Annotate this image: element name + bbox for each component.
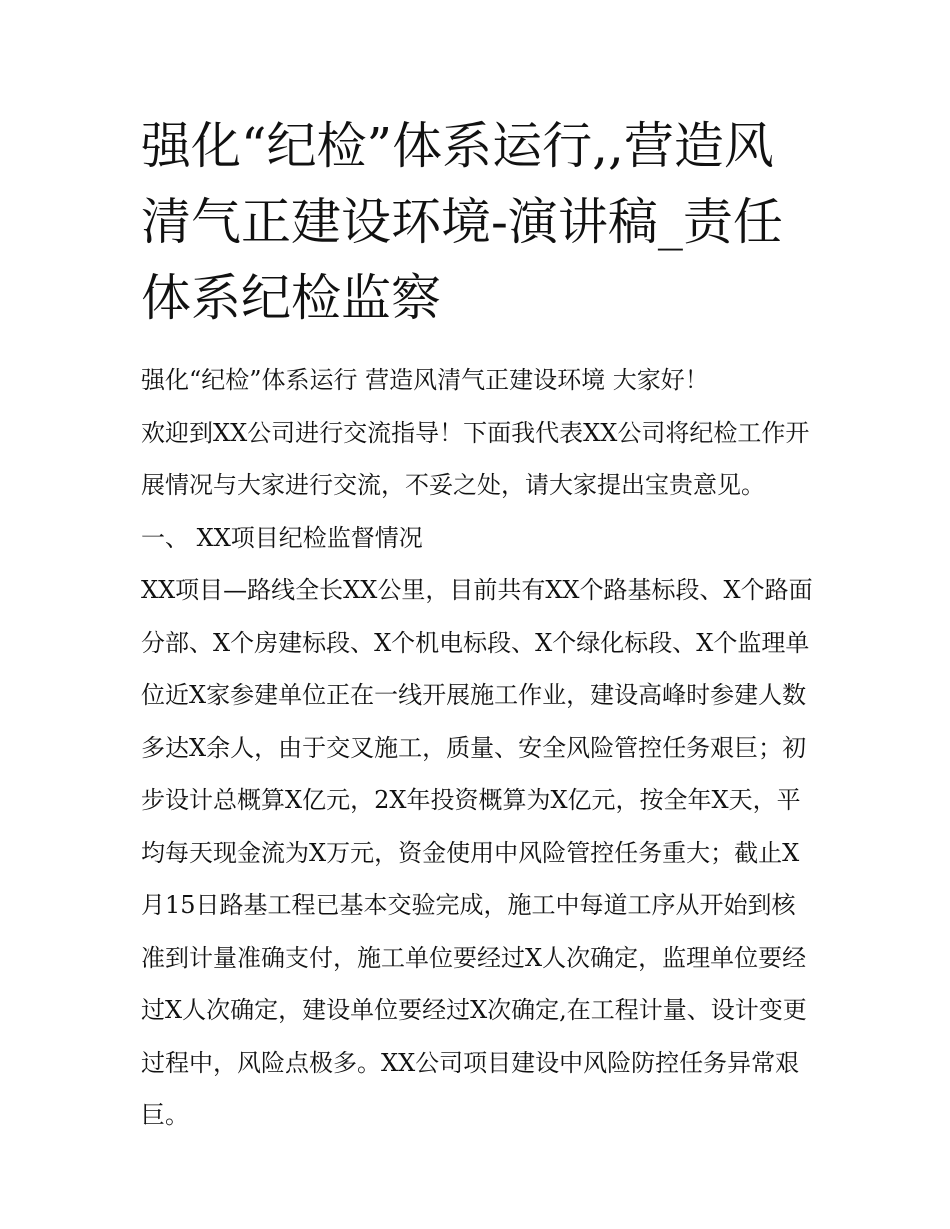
paragraph-greeting: 强化“纪检”体系运行 营造风清气正建设环境 大家好！: [141, 366, 709, 394]
paragraph-welcome: 欢迎到XX公司进行交流指导！下面我代表XX公司将纪检工作开展情况与大家进行交流，不妥之处，请大家提出宝贵意见。 一、 XX项目纪检监督情况: [141, 418, 810, 552]
document-title: 强化“纪检”体系运行,,营造风清气正建设环境-演讲稿_责任体系纪检监察: [141, 117, 783, 327]
document-body: [141, 354, 814, 1142]
paragraph-project-overview: XX项目—路线全长XX公里，目前共有XX个路基标段、X个路面分部、X个房建标段、X个机电标段、X个绿化标段、X个监理单位近X家参建单位正在一线开展施工作业，建设高峰时参建人数多达X余人，由于交叉施工，质量、安全风险管控任务艰巨；初步设计总概算X亿元，2X年投资概算为X亿元，按全年X天，平均每天现金流为X万元，资金使用中风险管控任务重大；截止X月15日路基工程已基本交验完成，施工中每道工序从开始到核准到计量准确支付，施工单位要经过X人次确定，监理单位要经过X人次确定，建设单位要经过X次确定,在工程计量、设计变更过程中，风险点极多。XX公司项目建设中风险防控任务异常艰巨。: [141, 576, 813, 1129]
